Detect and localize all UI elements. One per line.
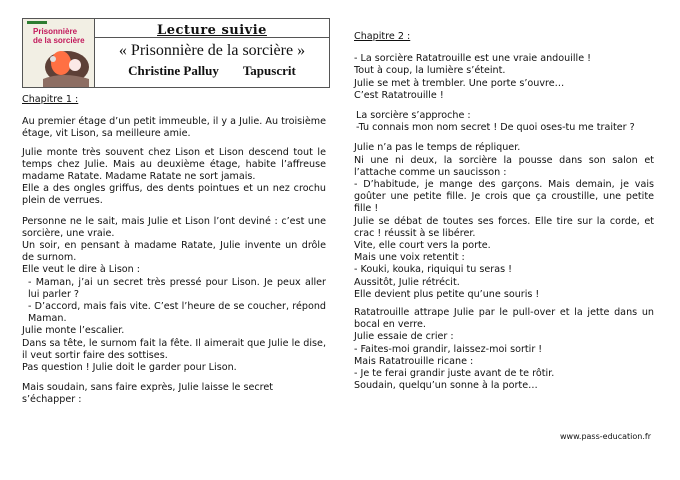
paragraph: Ni une ni deux, la sorcière la pousse dans son salon et l’attache comme un saucisson :: [354, 154, 654, 178]
dialogue-line: -Tu connais mon nom secret ! De quoi oses-tu me traiter ?: [356, 122, 635, 134]
paragraph: Mais soudain, sans faire exprès, Julie laisse le secret s’échapper :: [22, 382, 274, 406]
dialogue-line: - La sorcière Ratatrouille est une vraie andouille !: [354, 53, 592, 65]
paragraph: Julie se débat de toutes ses forces. Elle tire sur la corde, et crac ! réussit à se libérer.: [354, 215, 654, 239]
dialogue-line: - Maman, j’ai un secret très pressé pour Lison. Je peux aller lui parler ?: [28, 276, 326, 300]
paragraph: Elle devient plus petite qu’une souris !: [354, 288, 540, 300]
dialogue-line: - Kouki, kouka, riquiqui tu seras !: [354, 264, 512, 276]
paragraph: Mais une voix retentit :: [354, 252, 465, 264]
chapter-2-column: [354, 31, 654, 392]
paragraph: Soudain, quelqu’un sonne à la porte…: [354, 380, 538, 392]
book-title: « Prisonnière de la sorcière »: [118, 42, 306, 59]
paragraph: Julie essaie de crier :: [354, 331, 454, 343]
paragraph: Ratatrouille attrape Julie par le pull-over et la jette dans un bocal en verre.: [354, 307, 654, 331]
series-label-row: [95, 19, 329, 38]
author-name: Christine Palluy: [128, 63, 219, 78]
book-byline: [95, 63, 329, 79]
paragraph: Elle veut le dire à Lison :: [22, 264, 141, 276]
paragraph: Julie n’a pas le temps de répliquer.: [354, 142, 521, 154]
paragraph: Au premier étage d’un petit immeuble, il y a Julie. Au troisième étage, vit Lison, sa meilleure amie.: [22, 116, 326, 140]
title-block: [22, 18, 330, 88]
dialogue-line: - Faites-moi grandir, laissez-moi sortir !: [354, 343, 543, 355]
paragraph: Vite, elle court vers la porte.: [354, 240, 491, 252]
paragraph: Dans sa tête, le surnom fait la fête. Il aimerait que Julie le dise, il veut sortir faire des sottises.: [22, 337, 326, 361]
paragraph: La sorcière s’approche :: [356, 110, 471, 122]
svg-text:de la sorcière: de la sorcière: [33, 36, 85, 45]
footer-site-link[interactable]: www.pass-education.fr: [560, 432, 651, 441]
paragraph: Tout à coup, la lumière s’éteint.: [354, 65, 506, 77]
series-label: Lecture suivie: [157, 23, 267, 38]
dialogue-line: - Je te ferai grandir juste avant de te rôtir.: [354, 368, 555, 380]
paragraph: Un soir, en pensant à madame Ratate, Julie invente un drôle de surnom.: [22, 240, 326, 264]
paragraph: Aussitôt, Julie rétrécit.: [354, 276, 460, 288]
format-label: Tapuscrit: [242, 63, 296, 78]
paragraph: Pas question ! Julie doit le garder pour Lison.: [22, 362, 237, 374]
paragraph: Julie se met à trembler. Une porte s’ouvre…: [354, 77, 565, 89]
svg-text:Prisonnière: Prisonnière: [33, 27, 78, 36]
dialogue-line: - D’habitude, je mange des garçons. Mais demain, je vais goûter une petite fille. Je crois que ça croustille, une petite fille !: [354, 179, 654, 215]
paragraph: Mais Ratatrouille ricane :: [354, 355, 474, 367]
book-cover-image: [23, 19, 95, 87]
chapter-1-heading: Chapitre 1 :: [22, 94, 79, 105]
chapter-1-column: [22, 94, 326, 407]
paragraph: Julie monte l’escalier.: [22, 325, 125, 337]
dialogue-line: - D’accord, mais fais vite. C’est l’heure de se coucher, répond Maman.: [28, 301, 326, 325]
chapter-2-heading: Chapitre 2 :: [354, 31, 411, 42]
paragraph: Personne ne le sait, mais Julie et Lison l’ont deviné : c’est une sorcière, une vraie.: [22, 215, 326, 239]
paragraph: Elle a des ongles griffus, des dents pointues et un nez crochu plein de verrues.: [22, 183, 326, 207]
paragraph: Julie monte très souvent chez Lison et Lison descend tout le temps chez Julie. Mais au deuxième étage, habite l’affreuse madame Ratate. Madame Ratate ne sort jamais.: [22, 146, 326, 183]
paragraph: C’est Ratatrouille !: [354, 89, 444, 101]
